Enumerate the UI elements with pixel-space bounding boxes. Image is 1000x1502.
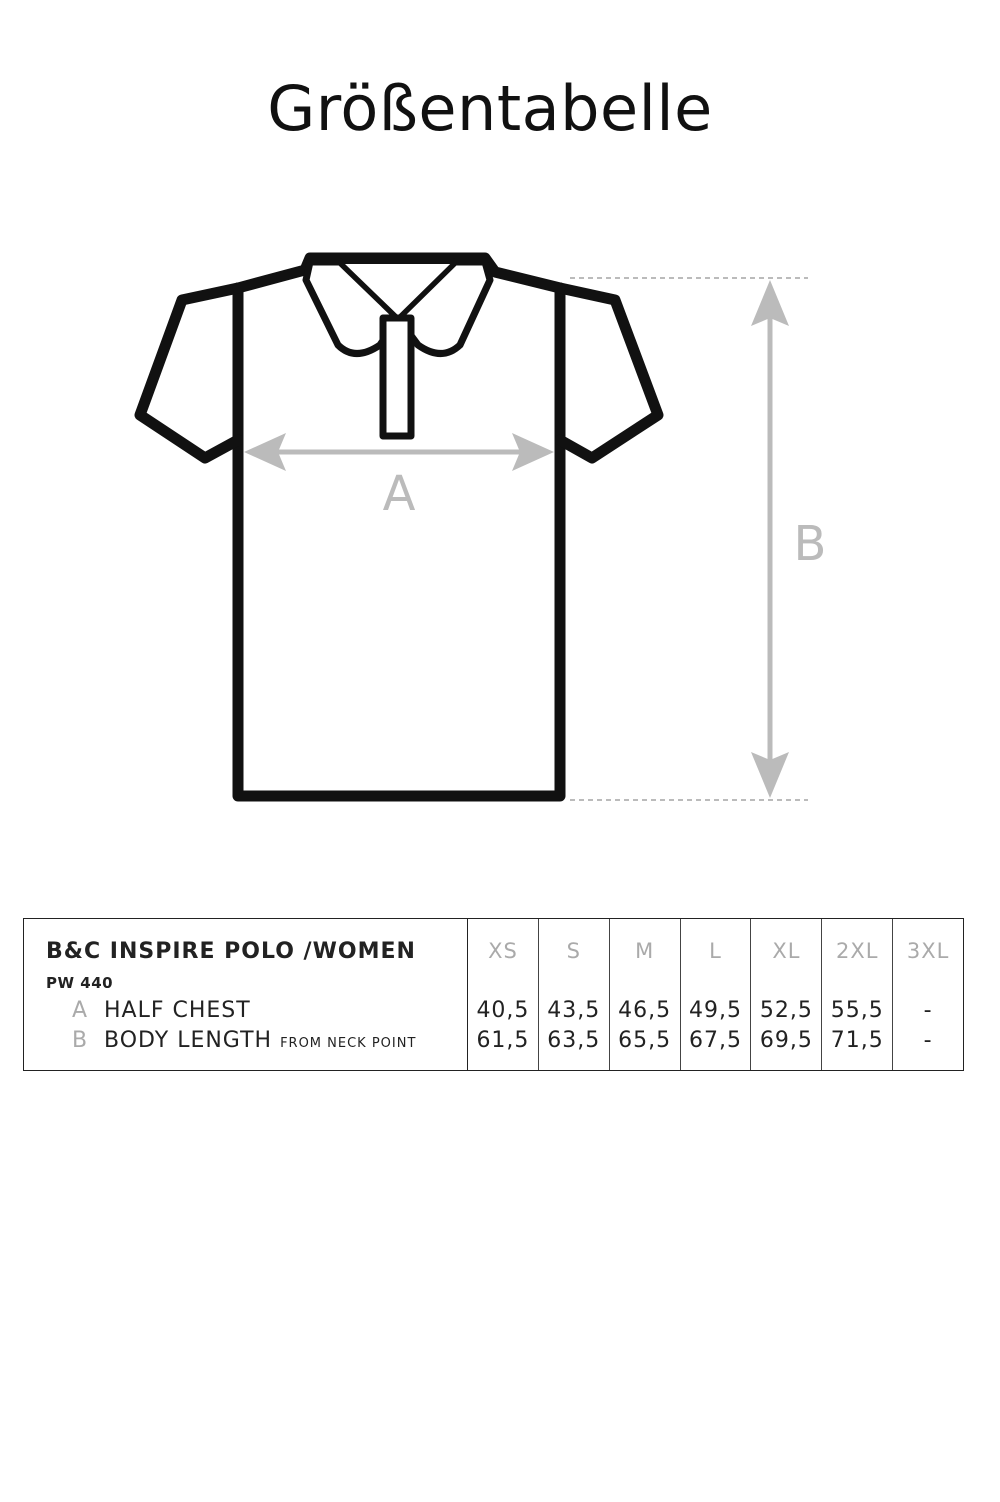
- size-label: M: [635, 939, 655, 963]
- body-length-value: 65,5: [618, 1028, 672, 1053]
- size-column: [681, 919, 752, 1070]
- product-name: B&C INSPIRE POLO /WOMEN: [46, 939, 416, 964]
- measurement-key: A: [72, 998, 89, 1023]
- half-chest-value: 43,5: [547, 998, 601, 1023]
- size-label: L: [709, 939, 722, 963]
- size-label: XS: [488, 939, 518, 963]
- polo-shirt-diagram: [0, 230, 1000, 830]
- polo-collar: [306, 262, 490, 436]
- measurement-row-a: [72, 998, 251, 1023]
- size-column: [822, 919, 893, 1070]
- body-length-value: -: [923, 1028, 933, 1053]
- measurement-label: BODY LENGTH: [104, 1028, 273, 1053]
- page-title: Größentabelle: [267, 72, 713, 145]
- body-length-value: 63,5: [547, 1028, 601, 1053]
- half-chest-value: 46,5: [618, 998, 672, 1023]
- size-column: [468, 919, 539, 1070]
- measurement-key: B: [72, 1028, 89, 1053]
- marker-a: A: [382, 466, 416, 522]
- half-chest-value: 40,5: [476, 998, 530, 1023]
- measurement-label: HALF CHEST: [104, 998, 251, 1023]
- size-label: 2XL: [836, 939, 879, 963]
- half-chest-value: 52,5: [759, 998, 813, 1023]
- body-length-value: 67,5: [689, 1028, 742, 1053]
- size-column: [751, 919, 822, 1070]
- size-column: [893, 919, 963, 1070]
- size-column: [610, 919, 681, 1070]
- size-columns: [468, 919, 963, 1070]
- size-table: [23, 918, 964, 1071]
- measure-arrows: [244, 280, 789, 798]
- size-label: 3XL: [906, 939, 950, 963]
- measurement-row-b: [72, 1028, 416, 1053]
- body-length-value: 61,5: [476, 1028, 530, 1053]
- product-info: [24, 919, 468, 1070]
- half-chest-value: 55,5: [830, 998, 884, 1023]
- half-chest-value: -: [923, 998, 933, 1023]
- body-length-value: 69,5: [759, 1028, 813, 1053]
- measurement-note: FROM NECK POINT: [280, 1036, 417, 1051]
- size-label: XL: [772, 939, 801, 963]
- size-column: [539, 919, 610, 1070]
- half-chest-value: 49,5: [689, 998, 742, 1023]
- size-label: S: [566, 939, 581, 963]
- product-code: PW 440: [46, 974, 114, 992]
- marker-b: B: [793, 516, 827, 572]
- body-length-value: 71,5: [830, 1028, 884, 1053]
